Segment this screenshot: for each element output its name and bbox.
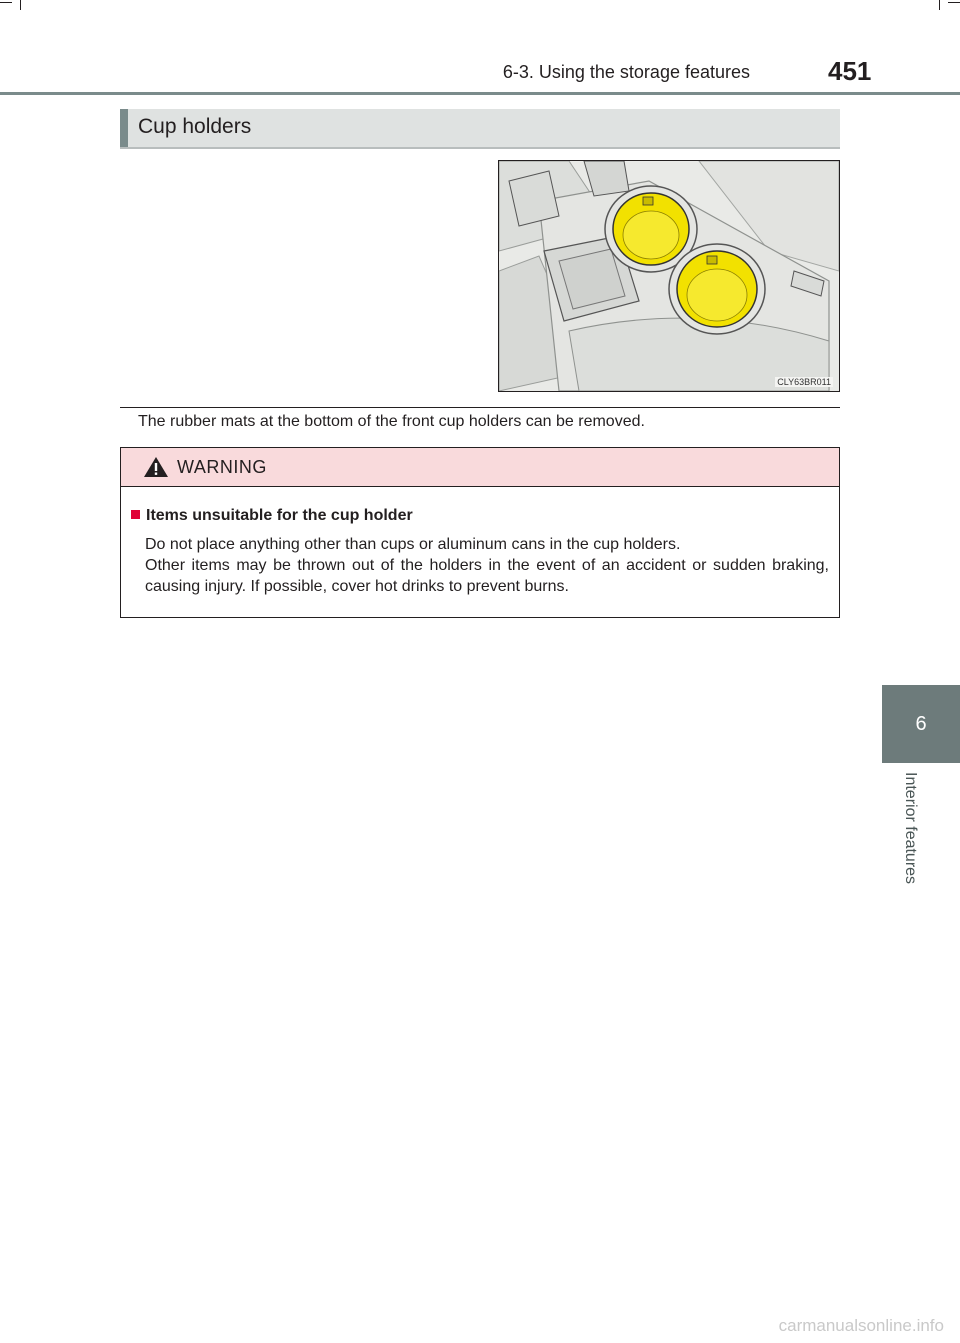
- warning-subtitle: [131, 507, 413, 525]
- paragraph-rule: [120, 407, 840, 408]
- crop-mark: [20, 0, 21, 10]
- page-number: 451: [828, 56, 872, 86]
- running-header: 6-3. Using the storage features: [502, 62, 750, 82]
- warning-body: [145, 534, 829, 597]
- red-square-bullet-icon: [131, 510, 140, 519]
- warning-triangle-icon: [143, 456, 169, 478]
- cup-holder-illustration: [498, 160, 840, 392]
- section-heading-bar: [120, 109, 840, 147]
- crop-mark: [0, 2, 12, 3]
- cup-holder-note: The rubber mats at the bottom of the front cup holders can be removed.: [138, 413, 645, 430]
- chapter-label: [897, 772, 921, 912]
- warning-body-line: Do not place anything other than cups or aluminum cans in the cup holders.: [145, 536, 681, 553]
- illustration-code: CLY63BR011: [777, 377, 831, 387]
- warning-box: [120, 447, 840, 618]
- cup-holder-drawing: [499, 161, 839, 391]
- section-accent: [120, 109, 128, 147]
- warning-header: [121, 448, 839, 487]
- chapter-label-text: Interior features: [902, 772, 919, 885]
- chapter-tab[interactable]: [882, 685, 960, 763]
- warning-subtitle-text: Items unsuitable for the cup holder: [146, 507, 413, 524]
- crop-mark: [939, 0, 940, 10]
- section-rule: [120, 147, 840, 149]
- warning-title: WARNING: [177, 457, 267, 477]
- header-rule: [0, 92, 960, 95]
- footer-watermark[interactable]: carmanualsonline.info: [778, 1316, 944, 1335]
- section-title: Cup holders: [138, 115, 252, 138]
- chapter-number: 6: [915, 712, 927, 735]
- warning-body-line: Other items may be thrown out of the holders in the event of an accident or sudden braking, causing injury. If possible, cover hot drinks to prevent burns.: [145, 557, 829, 595]
- crop-mark: [948, 2, 960, 3]
